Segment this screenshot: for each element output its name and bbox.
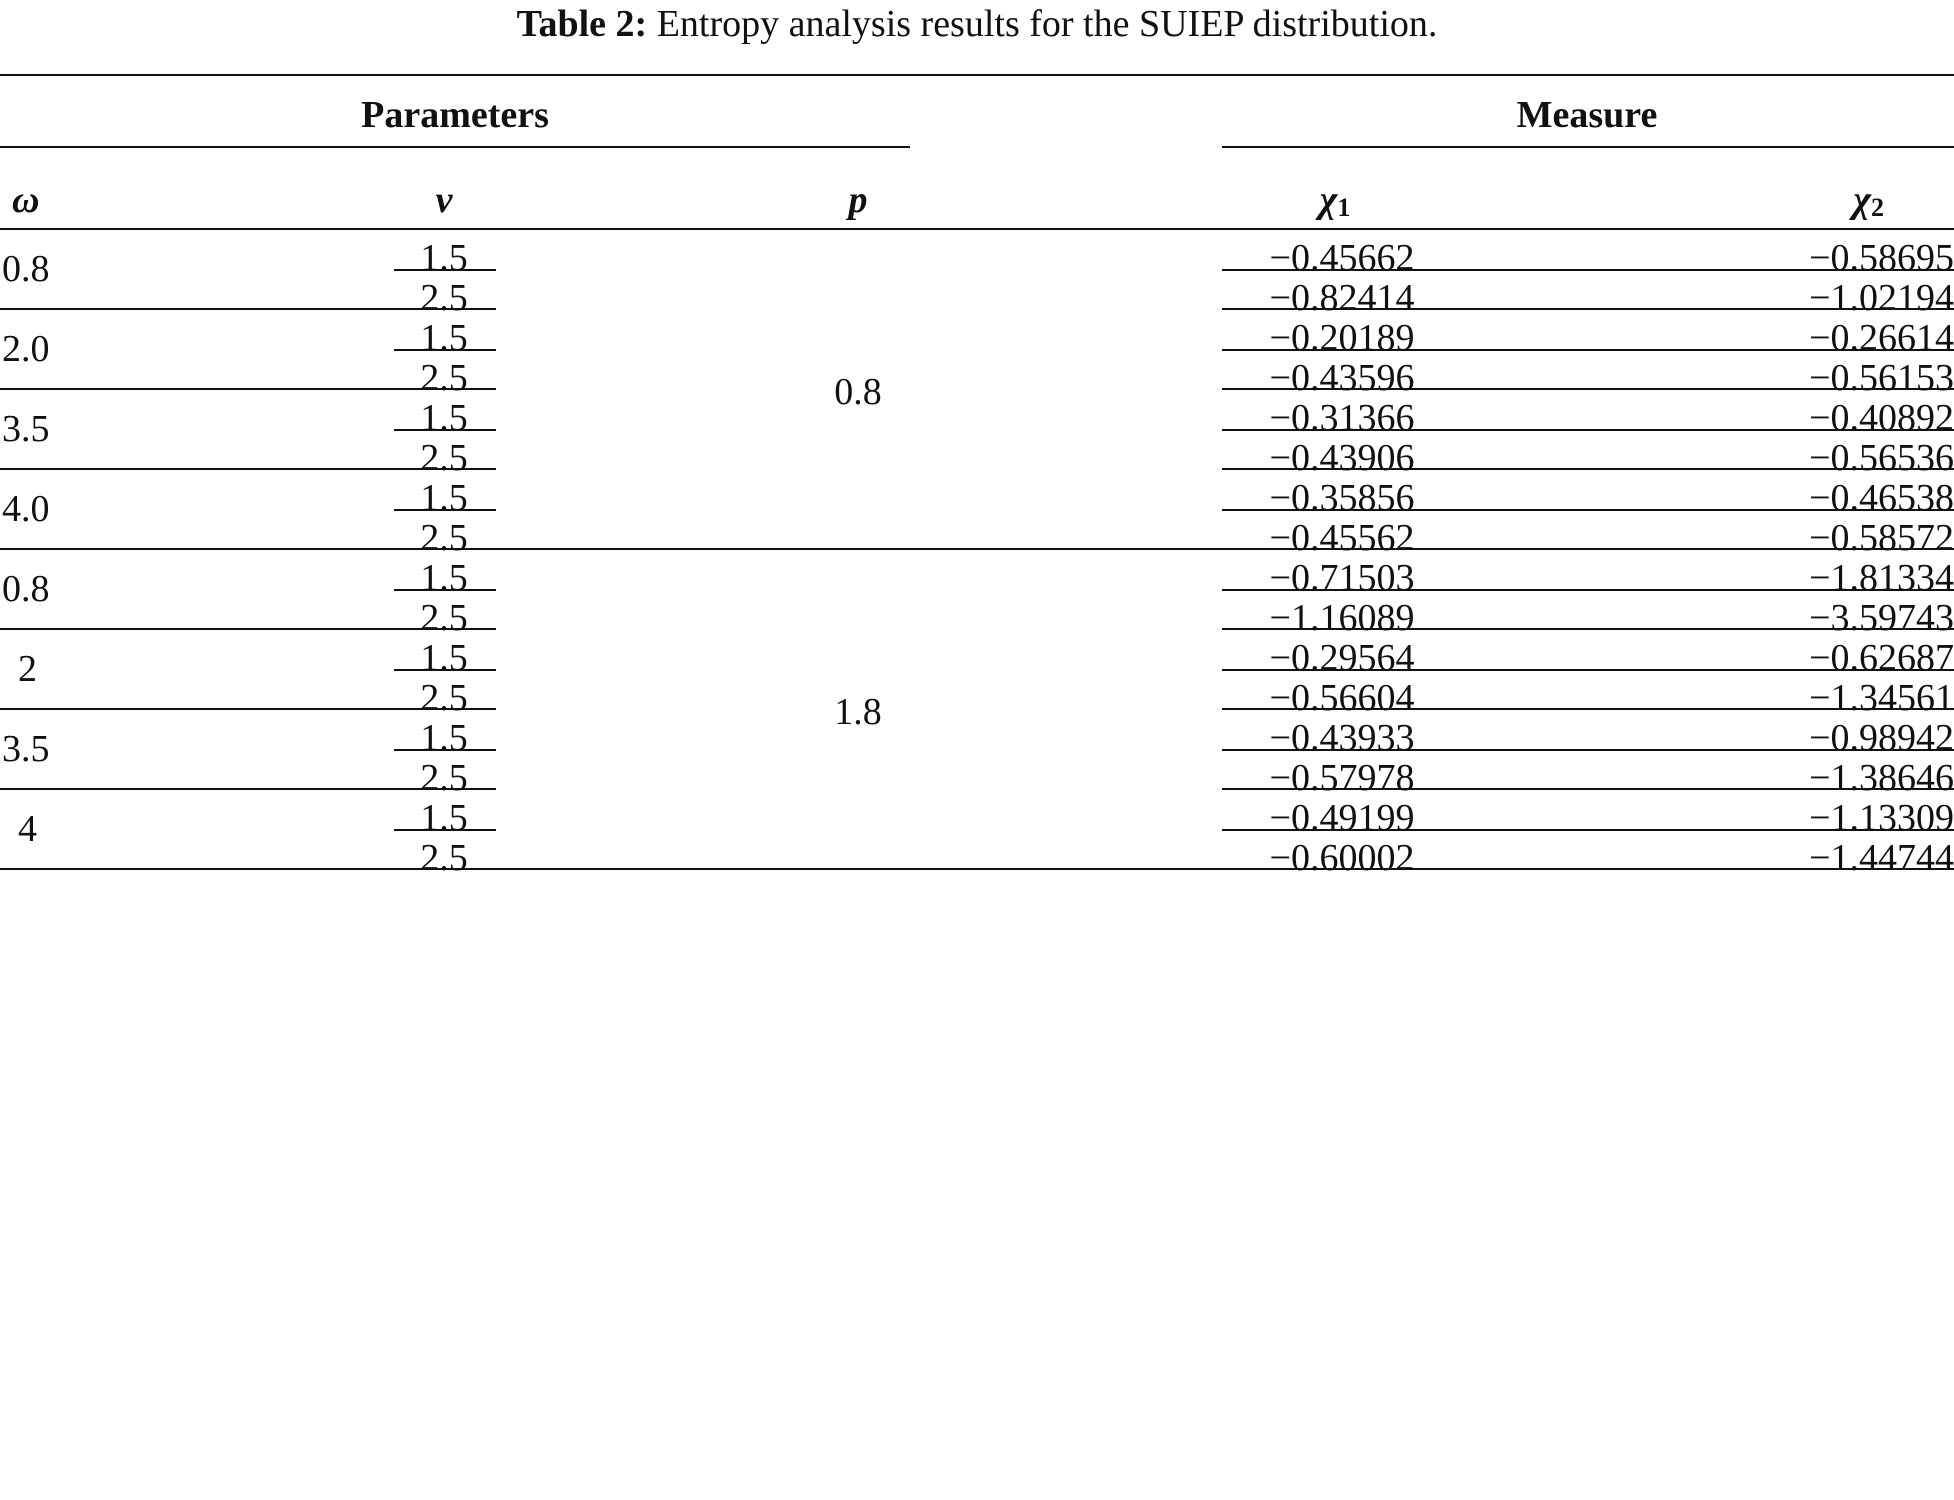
measure-divider <box>1222 829 1954 831</box>
nu-divider <box>394 349 496 351</box>
measure-divider <box>1222 269 1954 271</box>
p-cell: 1.8 <box>834 691 882 733</box>
omega-cell: 2.0 <box>2 328 50 370</box>
chi2-symbol: χ <box>1853 179 1871 221</box>
chi1-cell: −0.45662 <box>1269 237 1415 279</box>
table-caption <box>0 2 1954 46</box>
nu-divider <box>394 829 496 831</box>
measure-divider <box>1222 429 1954 431</box>
nu-cell: 2.5 <box>420 677 468 719</box>
nu-cell: 2.5 <box>420 437 468 479</box>
nu-cell: 1.5 <box>420 717 468 759</box>
nu-divider <box>394 269 496 271</box>
chi1-subscript: 1 <box>1337 193 1351 222</box>
chi2-cell: −0.58572 <box>1809 517 1954 559</box>
header-measure: Measure <box>1516 94 1658 136</box>
nu-cell: 1.5 <box>420 477 468 519</box>
chi1-cell: −0.56604 <box>1269 677 1415 719</box>
omega-cell: 3.5 <box>2 728 50 770</box>
measure-divider <box>1222 669 1954 671</box>
nu-cell: 1.5 <box>420 317 468 359</box>
bottom-rule <box>0 868 1954 870</box>
nu-cell: 2.5 <box>420 757 468 799</box>
measure-divider <box>1222 589 1954 591</box>
measure-divider <box>1222 749 1954 751</box>
chi2-cell: −1.13309 <box>1809 797 1954 839</box>
parameters-underline <box>0 146 910 148</box>
nu-cell: 2.5 <box>420 357 468 399</box>
omega-block-rule <box>0 628 496 630</box>
measure-block-rule <box>1222 788 1954 790</box>
header-chi2 <box>1790 178 1884 230</box>
chi2-cell: −1.44744 <box>1809 837 1954 879</box>
chi1-cell: −0.29564 <box>1269 637 1415 679</box>
chi1-cell: −0.20189 <box>1269 317 1415 359</box>
measure-divider <box>1222 349 1954 351</box>
chi2-cell: −0.26614 <box>1809 317 1954 359</box>
chi2-cell: −3.59743 <box>1809 597 1954 639</box>
chi2-cell: −0.58695 <box>1809 237 1954 279</box>
caption-text: Entropy analysis results for the SUIEP distribution. <box>656 3 1438 45</box>
measure-block-rule <box>1222 708 1954 710</box>
chi2-cell: −0.46538 <box>1809 477 1954 519</box>
header-bottom-rule <box>0 228 1954 230</box>
chi2-cell: −0.98942 <box>1809 717 1954 759</box>
p-cell: 0.8 <box>834 371 882 413</box>
chi1-cell: −0.57978 <box>1269 757 1415 799</box>
omega-cell: 0.8 <box>2 248 50 290</box>
header-parameters: Parameters <box>361 94 549 136</box>
chi1-cell: −0.31366 <box>1269 397 1415 439</box>
chi2-cell: −1.81334 <box>1809 557 1954 599</box>
nu-divider <box>394 429 496 431</box>
chi1-cell: −0.45562 <box>1269 517 1415 559</box>
chi1-cell: −0.43906 <box>1269 437 1415 479</box>
omega-block-rule <box>0 308 496 310</box>
top-rule <box>0 74 1954 76</box>
chi2-cell: −0.56536 <box>1809 437 1954 479</box>
omega-cell: 0.8 <box>2 568 50 610</box>
nu-cell: 1.5 <box>420 237 468 279</box>
caption-label: Table 2: <box>516 3 648 45</box>
chi1-cell: −0.49199 <box>1269 797 1415 839</box>
chi2-cell: −0.62687 <box>1809 637 1954 679</box>
measure-block-rule <box>1222 468 1954 470</box>
chi2-cell: −1.02194 <box>1809 277 1954 319</box>
nu-divider <box>394 589 496 591</box>
omega-cell: 4.0 <box>2 488 50 530</box>
chi2-subscript: 2 <box>1871 193 1884 222</box>
nu-cell: 2.5 <box>420 277 468 319</box>
nu-cell: 1.5 <box>420 557 468 599</box>
header-omega: ω <box>12 179 40 221</box>
chi2-cell: −0.56153 <box>1809 357 1954 399</box>
nu-cell: 2.5 <box>420 517 468 559</box>
chi1-cell: −0.43596 <box>1269 357 1415 399</box>
omega-cell: 2 <box>18 648 37 690</box>
nu-divider <box>394 749 496 751</box>
nu-cell: 1.5 <box>420 397 468 439</box>
nu-cell: 2.5 <box>420 837 468 879</box>
nu-divider <box>394 669 496 671</box>
chi2-cell: −1.38646 <box>1809 757 1954 799</box>
chi1-cell: −0.35856 <box>1269 477 1415 519</box>
chi1-symbol: χ <box>1319 179 1338 221</box>
chi2-cell: −1.34561 <box>1809 677 1954 719</box>
header-nu: ν <box>435 179 453 221</box>
header-chi1 <box>1285 178 1385 230</box>
measure-block-rule <box>1222 628 1954 630</box>
chi1-cell: −0.60002 <box>1269 837 1415 879</box>
header-p: p <box>848 179 868 221</box>
omega-cell: 4 <box>18 808 37 850</box>
group-rule <box>0 548 1954 550</box>
omega-block-rule <box>0 708 496 710</box>
measure-block-rule <box>1222 388 1954 390</box>
omega-block-rule <box>0 788 496 790</box>
measure-divider <box>1222 509 1954 511</box>
omega-cell: 3.5 <box>2 408 50 450</box>
chi1-cell: −1.16089 <box>1269 597 1415 639</box>
chi1-cell: −0.43933 <box>1269 717 1415 759</box>
omega-block-rule <box>0 388 496 390</box>
omega-block-rule <box>0 468 496 470</box>
measure-underline <box>1222 146 1954 148</box>
measure-block-rule <box>1222 308 1954 310</box>
chi2-cell: −0.40892 <box>1809 397 1954 439</box>
chi1-cell: −0.82414 <box>1269 277 1415 319</box>
nu-divider <box>394 509 496 511</box>
nu-cell: 2.5 <box>420 597 468 639</box>
nu-cell: 1.5 <box>420 797 468 839</box>
chi1-cell: −0.71503 <box>1269 557 1415 599</box>
nu-cell: 1.5 <box>420 637 468 679</box>
